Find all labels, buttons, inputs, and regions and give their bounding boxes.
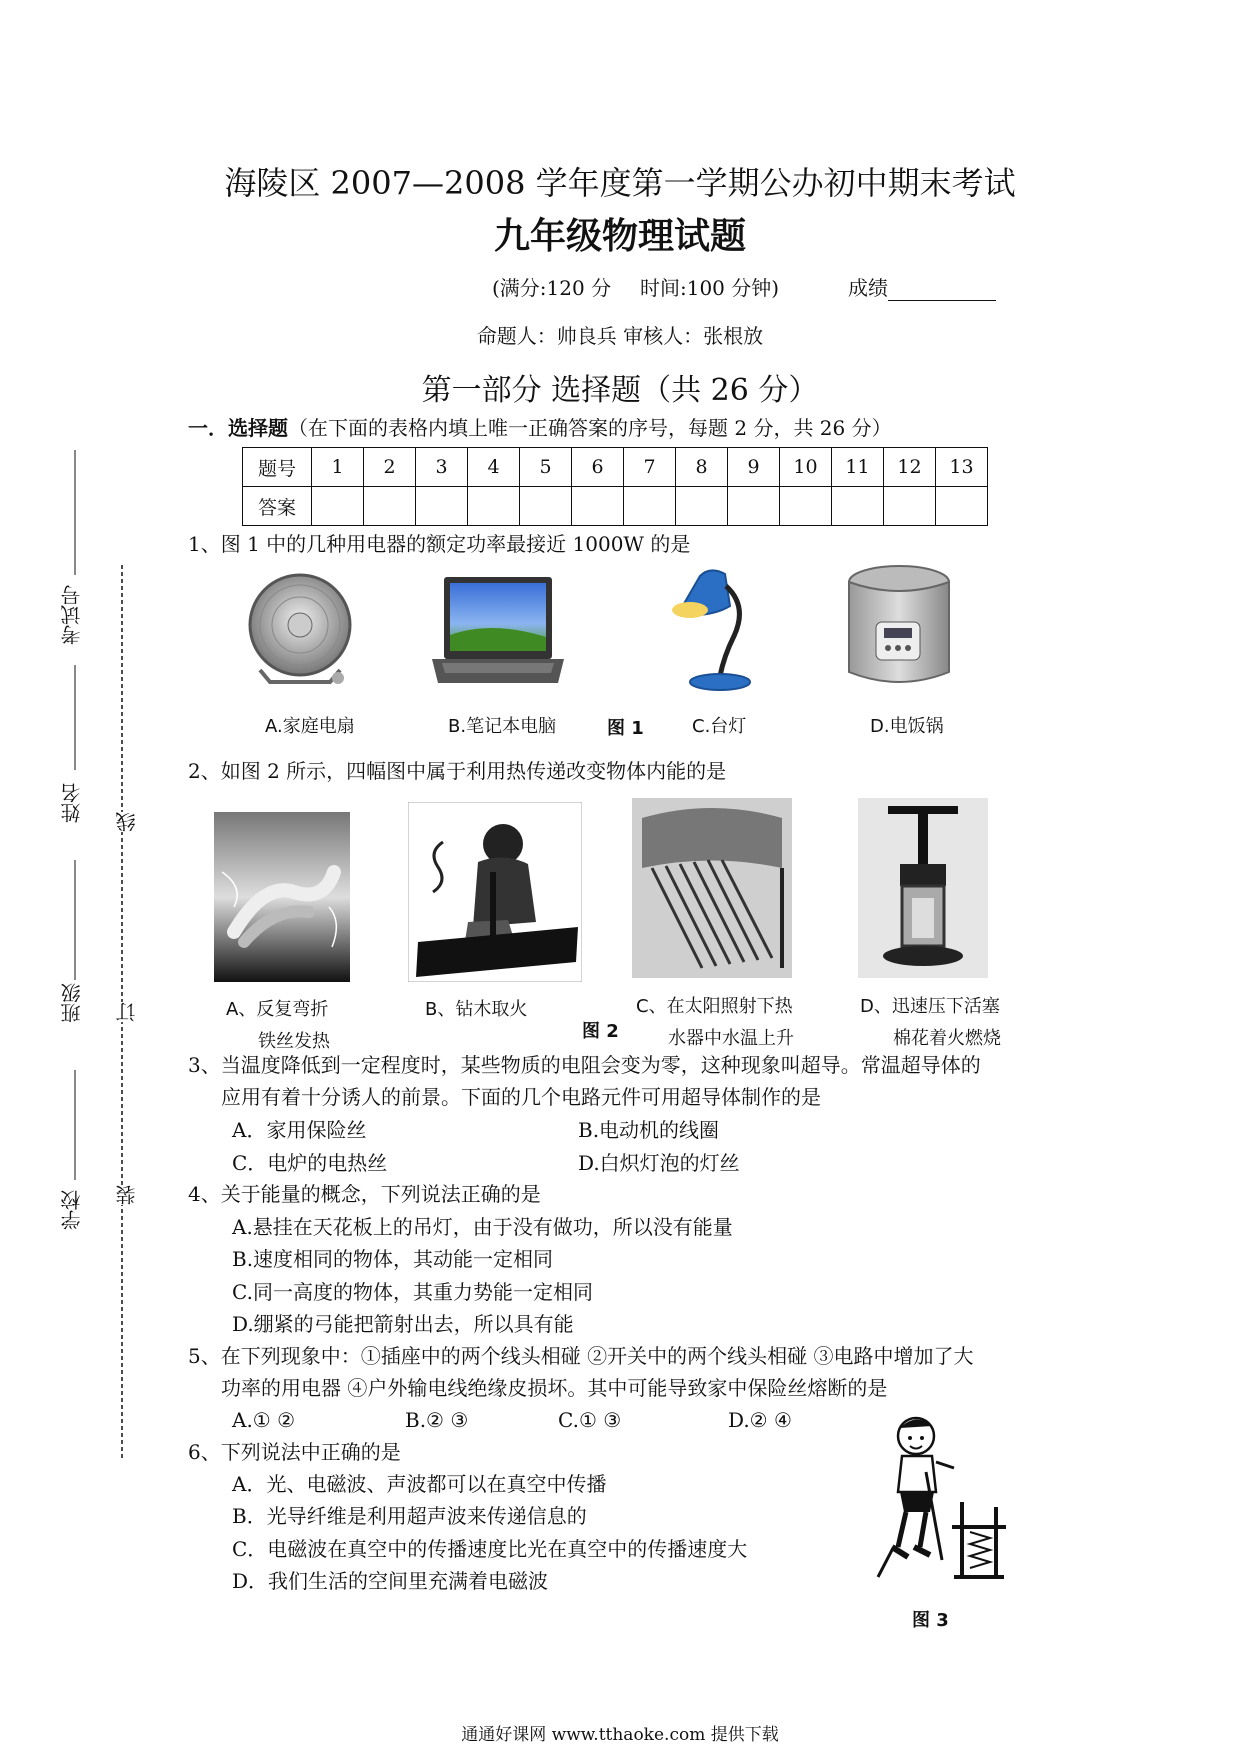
q6-option-c: C．电磁波在真空中的传播速度比光在真空中的传播速度大 — [232, 1537, 748, 1561]
desk-lamp-image — [650, 566, 754, 694]
full-score: (满分:120 分 — [492, 276, 612, 300]
answer-cell[interactable] — [468, 487, 520, 526]
answer-cell[interactable] — [728, 487, 780, 526]
q1-option-c: C.台灯 — [692, 716, 747, 737]
laptop-image — [432, 575, 564, 685]
q5-option-d: D.② ④ — [728, 1408, 792, 1432]
q1-option-d: D.电饭锅 — [870, 716, 944, 737]
q2-caption-c-line2: 水器中水温上升 — [668, 1028, 794, 1049]
exam-title: 海陵区 2007—2008 学年度第一学期公办初中期末考试 — [224, 164, 1016, 202]
binding-school: 学校 — [60, 1190, 84, 1230]
q2-stem: 2、如图 2 所示，四幅图中属于利用热传递改变物体内能的是 — [188, 759, 727, 783]
binding-line-mark: 线 — [112, 812, 141, 832]
answer-table-number: 4 — [468, 448, 520, 487]
answer-table-number: 11 — [832, 448, 884, 487]
score-label: 成绩 — [848, 276, 888, 300]
authors: 命题人：帅良兵 审核人：张根放 — [476, 324, 764, 348]
q5-option-a: A.① ② — [232, 1408, 296, 1432]
q2-caption-c-line1: C、在太阳照射下热 — [636, 996, 793, 1017]
q4-option-c: C.同一高度的物体，其重力势能一定相同 — [232, 1280, 593, 1304]
q5-option-b: B.② ③ — [405, 1408, 469, 1432]
q5-stem-line2: 功率的用电器 ④户外输电线绝缘皮损坏。其中可能导致家中保险丝熔断的是 — [221, 1376, 888, 1400]
answer-table-number: 7 — [624, 448, 676, 487]
answer-cell[interactable] — [832, 487, 884, 526]
q4-option-d: D.绷紧的弓能把箭射出去，所以具有能 — [232, 1312, 574, 1336]
q2-caption-a-line2: 铁丝发热 — [258, 1031, 330, 1052]
answer-cell[interactable] — [416, 487, 468, 526]
piston-image — [858, 798, 988, 978]
pogo-stick-boy-image — [858, 1412, 1008, 1582]
answer-table-header-number: 题号 — [243, 448, 312, 487]
q1-stem: 1、图 1 中的几种用电器的额定功率最接近 1000W 的是 — [188, 532, 691, 556]
answer-table-row-answers — [243, 487, 988, 526]
answer-table-number: 1 — [312, 448, 364, 487]
answer-cell[interactable] — [936, 487, 988, 526]
answer-table-number: 13 — [936, 448, 988, 487]
q6-option-d: D．我们生活的空间里充满着电磁波 — [232, 1569, 549, 1593]
q2-caption-b: B、钻木取火 — [425, 999, 528, 1020]
q6-stem: 6、下列说法中正确的是 — [188, 1440, 401, 1464]
answer-table-number: 12 — [884, 448, 936, 487]
binding-seal-mark: 装 — [112, 1185, 141, 1205]
section1-heading-bold: 一．选择题 — [188, 416, 288, 440]
page-footer: 通通好课网 www.tthaoke.com 提供下载 — [461, 1725, 779, 1745]
q2-caption-d-line2: 棉花着火燃烧 — [893, 1028, 1001, 1049]
q1-option-b: B.笔记本电脑 — [448, 716, 557, 737]
answer-table-number: 6 — [572, 448, 624, 487]
answer-table-number: 3 — [416, 448, 468, 487]
answer-table-header-answer: 答案 — [243, 487, 312, 526]
binding-class: 班级 — [60, 983, 84, 1023]
answer-cell[interactable] — [572, 487, 624, 526]
binding-exam-no: 考试号 — [60, 585, 84, 645]
q6-figure-label: 图 3 — [912, 1610, 949, 1631]
q2-caption-a-line1: A、反复弯折 — [226, 999, 329, 1020]
q2-figure-label: 图 2 — [582, 1021, 619, 1042]
q5-stem-line1: 5、在下列现象中：①插座中的两个线头相碰 ②开关中的两个线头相碰 ③电路中增加了大 — [188, 1344, 974, 1368]
q2-caption-d-line1: D、迅速压下活塞 — [860, 996, 1000, 1017]
answer-table-number: 9 — [728, 448, 780, 487]
q3-option-a: A．家用保险丝 — [232, 1118, 367, 1142]
q3-option-c: C．电炉的电热丝 — [232, 1151, 388, 1175]
q1-figure-label: 图 1 — [607, 718, 644, 739]
answer-table-number: 8 — [676, 448, 728, 487]
q3-option-d: D.白炽灯泡的灯丝 — [578, 1151, 740, 1175]
exam-subtitle: 九年级物理试题 — [493, 215, 746, 257]
answer-cell[interactable] — [780, 487, 832, 526]
bending-wire-image — [214, 812, 350, 982]
answer-cell[interactable] — [624, 487, 676, 526]
q3-stem-line2: 应用有着十分诱人的前景。下面的几个电路元件可用超导体制作的是 — [221, 1085, 821, 1109]
solar-heater-image — [632, 798, 792, 978]
q3-stem-line1: 3、当温度降低到一定程度时，某些物质的电阻会变为零，这种现象叫超导。常温超导体的 — [188, 1053, 981, 1077]
section1-heading-rest: （在下面的表格内填上唯一正确答案的序号，每题 2 分，共 26 分） — [288, 416, 892, 440]
score-blank[interactable] — [888, 278, 996, 301]
answer-cell[interactable] — [312, 487, 364, 526]
answer-table-number: 10 — [780, 448, 832, 487]
fan-image — [240, 570, 360, 690]
rice-cooker-image — [842, 560, 956, 692]
section1-heading — [188, 414, 892, 442]
answer-cell[interactable] — [884, 487, 936, 526]
q4-option-a: A.悬挂在天花板上的吊灯，由于没有做功，所以没有能量 — [232, 1215, 733, 1239]
q4-stem: 4、关于能量的概念，下列说法正确的是 — [188, 1182, 541, 1206]
drilling-fire-image — [408, 802, 582, 982]
answer-table-row-numbers — [243, 448, 988, 487]
q6-option-a: A．光、电磁波、声波都可以在真空中传播 — [232, 1472, 607, 1496]
q6-option-b: B．光导纤维是利用超声波来传递信息的 — [232, 1504, 587, 1528]
answer-table — [242, 447, 988, 526]
answer-table-number: 2 — [364, 448, 416, 487]
part1-title: 第一部分 选择题（共 26 分） — [421, 373, 819, 408]
exam-time: 时间:100 分钟) — [640, 276, 780, 300]
answer-cell[interactable] — [676, 487, 728, 526]
binding-bind-mark: 订 — [112, 1002, 141, 1022]
q3-option-b: B.电动机的线圈 — [578, 1118, 720, 1142]
binding-name: 姓名 — [60, 783, 84, 823]
answer-table-number: 5 — [520, 448, 572, 487]
q5-option-c: C.① ③ — [558, 1408, 622, 1432]
score-field[interactable] — [848, 272, 996, 301]
answer-cell[interactable] — [520, 487, 572, 526]
q4-option-b: B.速度相同的物体，其动能一定相同 — [232, 1247, 554, 1271]
q1-option-a: A.家庭电扇 — [265, 716, 355, 737]
answer-cell[interactable] — [364, 487, 416, 526]
